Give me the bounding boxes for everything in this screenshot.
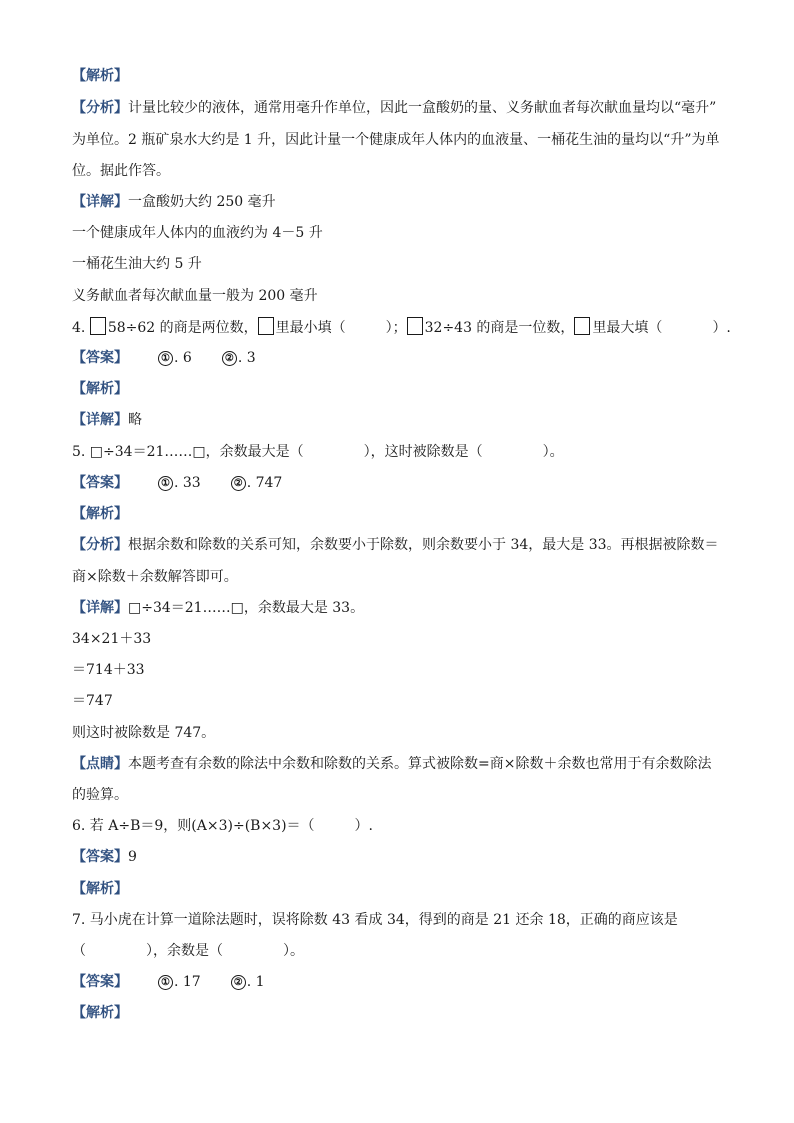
analysis-heading xyxy=(72,379,128,399)
dianjing-line-2 xyxy=(72,785,128,805)
blank-box xyxy=(258,317,274,335)
analysis-tag: 【解析】 xyxy=(72,68,128,84)
fenxi-line xyxy=(72,535,719,555)
fenxi-line-2 xyxy=(72,567,238,587)
option-marker: ① xyxy=(158,975,173,990)
analysis-heading xyxy=(72,879,128,899)
analysis-heading xyxy=(72,66,128,86)
analysis-tag: 【解析】 xyxy=(72,881,128,897)
detail-line xyxy=(72,223,323,243)
analysis-tag: 【解析】 xyxy=(72,381,128,397)
conclusion-line xyxy=(72,723,215,743)
fenxi-line-2 xyxy=(72,130,719,150)
fenxi-text: 根据余数和除数的关系可知，余数要小于除数，则余数要小于 34，最大是 33。再根据被除数＝ xyxy=(128,537,719,553)
fenxi-tag: 【分析】 xyxy=(72,100,128,116)
option-marker: ② xyxy=(222,351,237,366)
question-text: ），余数是（ xyxy=(146,943,223,959)
answer-value: 9 xyxy=(128,849,137,865)
option-value: . 6 xyxy=(174,350,192,366)
analysis-tag: 【解析】 xyxy=(72,506,128,522)
answer-tag: 【答案】 xyxy=(72,849,128,865)
question-7 xyxy=(72,910,678,930)
fenxi-text-3: 位。据此作答。 xyxy=(72,163,170,179)
option-marker: ② xyxy=(231,975,246,990)
xiangjie-line xyxy=(72,192,276,212)
fenxi-text-2: 为单位。2 瓶矿泉水大约是 1 升，因此计量一个健康成年人体内的血液量、一桶花生油的量均以“升”为单 xyxy=(72,132,720,148)
option-value: . 33 xyxy=(174,475,201,491)
calc-text: 34×21＋33 xyxy=(72,631,152,647)
blank-box xyxy=(407,317,423,335)
analysis-heading xyxy=(72,1003,128,1023)
option-value: . 747 xyxy=(246,475,283,491)
blank-box xyxy=(90,317,106,335)
xiangjie-line xyxy=(72,410,142,430)
blank-box xyxy=(574,317,590,335)
xiangjie-text: 略 xyxy=(128,412,142,428)
question-text: 58÷62 的商是两位数， xyxy=(107,320,258,336)
fenxi-tag: 【分析】 xyxy=(72,537,128,553)
option-marker: ① xyxy=(158,476,173,491)
calc-text: ＝714＋33 xyxy=(72,662,145,678)
question-text: ）。 xyxy=(283,943,304,959)
calc-line xyxy=(72,629,151,649)
dianjing-line xyxy=(72,754,711,774)
question-text: ）. xyxy=(354,818,373,834)
detail-line xyxy=(72,254,202,274)
question-text: ）. xyxy=(712,320,731,336)
question-text: 6. 若 A÷B＝9，则(A×3)÷(B×3)＝（ xyxy=(72,818,315,834)
detail-text: 一个健康成年人体内的血液约为 4－5 升 xyxy=(72,225,323,241)
analysis-tag: 【解析】 xyxy=(72,1005,128,1021)
calc-line xyxy=(72,691,113,711)
conclusion-text: 则这时被除数是 747。 xyxy=(72,725,216,741)
question-text: ）； xyxy=(385,320,407,336)
calc-line xyxy=(72,660,145,680)
answer-tag: 【答案】 xyxy=(72,475,128,491)
option-marker: ② xyxy=(231,476,246,491)
detail-text: 义务献血者每次献血量一般为 200 毫升 xyxy=(72,288,318,304)
answer-line xyxy=(72,972,265,992)
answer-line xyxy=(72,847,137,867)
xiangjie-tag: 【详解】 xyxy=(72,600,128,616)
fenxi-line xyxy=(72,98,716,118)
xiangjie-tag: 【详解】 xyxy=(72,194,128,210)
calc-text: ＝747 xyxy=(72,693,113,709)
question-6 xyxy=(72,816,373,836)
question-5 xyxy=(72,442,564,462)
question-7-cont xyxy=(72,941,304,961)
answer-line xyxy=(72,473,282,493)
xiangjie-text: □÷34＝21……□，余数最大是 33。 xyxy=(128,600,365,616)
question-text: 里最大填（ xyxy=(592,320,663,336)
answer-tag: 【答案】 xyxy=(72,350,128,366)
fenxi-text: 计量比较少的液体，通常用毫升作单位，因此一盒酸奶的量、义务献血者每次献血量均以“毫升” xyxy=(128,100,717,116)
detail-line xyxy=(72,286,318,306)
analysis-heading xyxy=(72,504,128,524)
question-text: ）。 xyxy=(542,444,564,460)
question-text: （ xyxy=(72,943,86,959)
question-text: 里最小填（ xyxy=(275,320,346,336)
option-value: . 3 xyxy=(237,350,256,366)
xiangjie-text: 一盒酸奶大约 250 毫升 xyxy=(128,194,276,210)
option-value: . 1 xyxy=(246,974,265,990)
answer-tag: 【答案】 xyxy=(72,974,128,990)
dianjing-tag: 【点睛】 xyxy=(72,756,128,772)
dianjing-text: 本题考查有余数的除法中余数和除数的关系。算式被除数=商×除数＋余数也常用于有余数除法 xyxy=(128,756,712,772)
dianjing-text-2: 的验算。 xyxy=(72,787,128,803)
fenxi-text-2: 商×除数＋余数解答即可。 xyxy=(72,569,238,585)
answer-line xyxy=(72,348,256,368)
question-text: ），这时被除数是（ xyxy=(363,444,483,460)
detail-text: 一桶花生油大约 5 升 xyxy=(72,256,202,272)
xiangjie-line xyxy=(72,598,364,618)
question-text: 5. □÷34＝21……□，余数最大是（ xyxy=(72,444,304,460)
question-text: 32÷43 的商是一位数， xyxy=(424,320,575,336)
xiangjie-tag: 【详解】 xyxy=(72,412,128,428)
question-4 xyxy=(72,317,731,338)
option-value: . 17 xyxy=(174,974,201,990)
question-text: 7. 马小虎在计算一道除法题时，误将除数 43 看成 34，得到的商是 21 还余 18，正确的商应该是 xyxy=(72,912,678,928)
option-marker: ① xyxy=(158,351,173,366)
question-number: 4. xyxy=(72,320,86,336)
fenxi-line-3 xyxy=(72,161,170,181)
